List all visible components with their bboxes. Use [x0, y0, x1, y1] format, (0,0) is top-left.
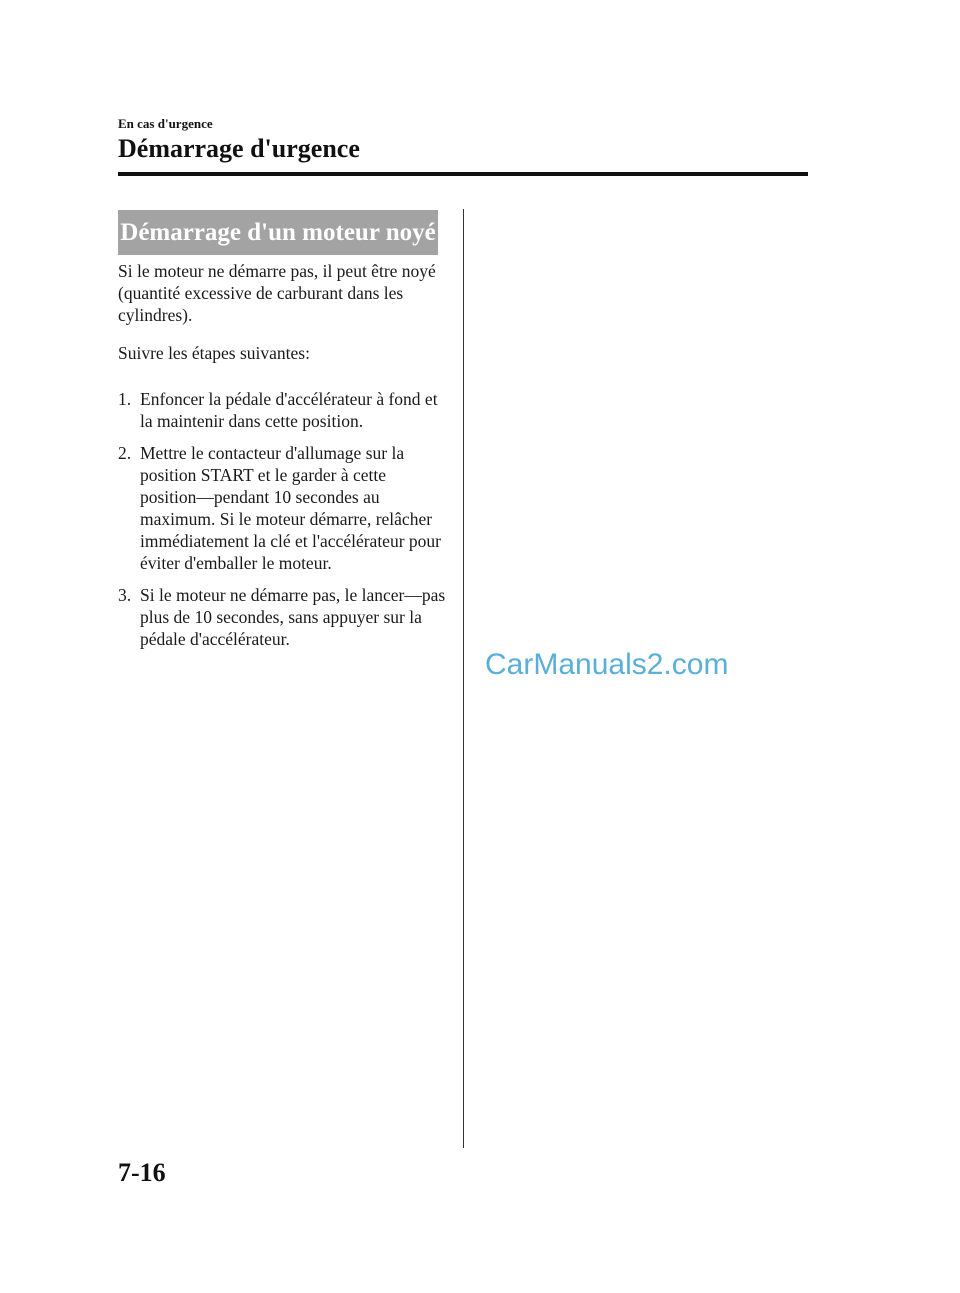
step-number: 2.	[118, 443, 132, 463]
step-text: Mettre le contacteur d'allumage sur la position START et le garder à cette position―pendant 10 secondes au maximum. Si le moteur démarre, relâcher immédiatement la clé et l'accélérateur pour éviter d'emballer le moteur.	[140, 443, 441, 573]
page-title: Démarrage d'urgence	[118, 134, 360, 163]
page-number: 7-16	[118, 1158, 166, 1187]
step-text: Enfoncer la pédale d'accélérateur à fond et la maintenir dans cette position.	[140, 389, 438, 431]
list-item	[118, 388, 448, 432]
step-number: 1.	[118, 389, 132, 409]
list-item	[118, 442, 448, 574]
watermark-link[interactable]: CarManuals2.com	[485, 648, 729, 681]
step-number: 3.	[118, 585, 132, 605]
list-item	[118, 584, 448, 650]
step-text: Si le moteur ne démarre pas, le lancer―pas plus de 10 secondes, sans appuyer sur la pédale d'accélérateur.	[140, 585, 446, 649]
intro-paragraph: Si le moteur ne démarre pas, il peut être noyé (quantité excessive de carburant dans les cylindres).	[118, 261, 436, 325]
column-divider	[463, 209, 464, 1148]
title-rule	[118, 172, 808, 176]
steps-list	[118, 388, 448, 660]
steps-intro: Suivre les étapes suivantes:	[118, 343, 310, 363]
chapter-label: En cas d'urgence	[118, 116, 213, 131]
section-heading: Démarrage d'un moteur noyé	[118, 210, 438, 255]
